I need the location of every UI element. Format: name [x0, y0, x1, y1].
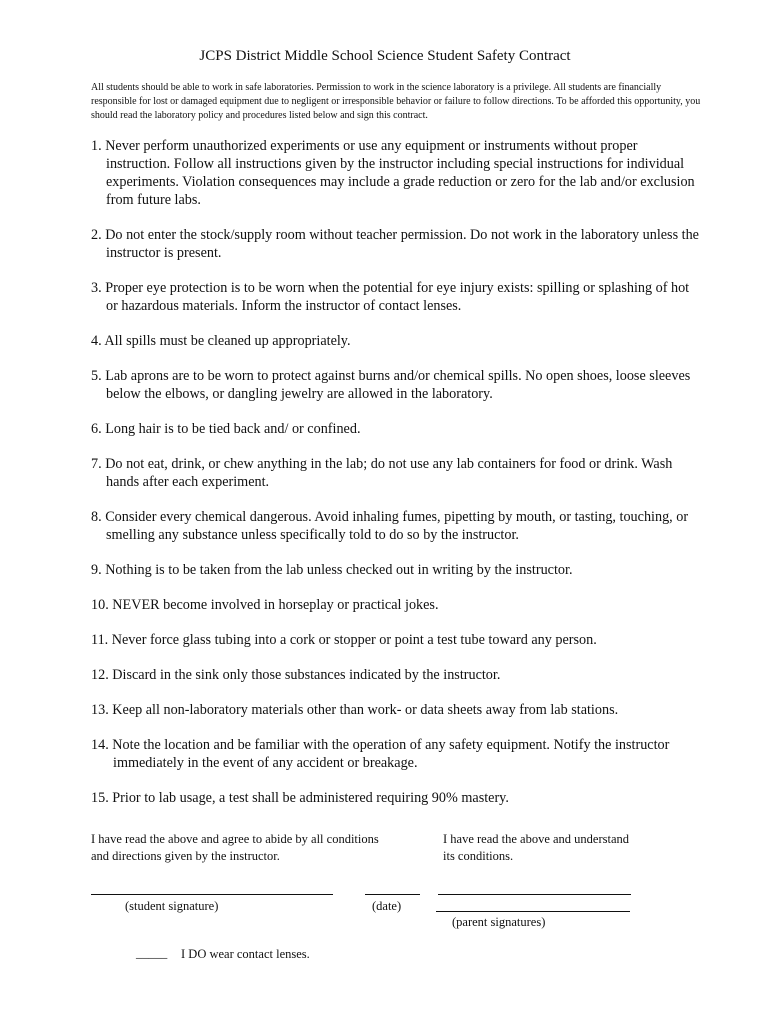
parent-signature-line-2[interactable]: [436, 911, 630, 912]
date-label: (date): [372, 899, 402, 913]
rule-item: 7. Do not eat, drink, or chew anything in the lab; do not use any lab containers for food or drink. Wash hands after each experiment.: [91, 456, 673, 490]
rule-item: 6. Long hair is to be tied back and/ or confined.: [91, 421, 361, 437]
rule-item: 10. NEVER become involved in horseplay or practical jokes.: [91, 597, 439, 613]
rule-item: 1. Never perform unauthorized experiments or use any equipment or instruments without proper instruction. Follow all instructions given by the instructor including special instructions for individual experiments. Violation consequences may include a grade reduction or zero for the lab and/or exclusion from future labs.: [91, 138, 695, 208]
document-title: JCPS District Middle School Science Student Safety Contract: [199, 48, 571, 64]
parent-agreement-text: I have read the above and understand its conditions.: [443, 832, 630, 863]
parent-signature-line-1[interactable]: [438, 894, 631, 895]
rule-item: 13. Keep all non-laboratory materials other than work- or data sheets away from lab stations.: [91, 702, 619, 718]
rule-item: 11. Never force glass tubing into a cork or stopper or point a test tube toward any person.: [91, 632, 597, 648]
student-signature-label: (student signature): [125, 899, 219, 913]
intro-paragraph: All students should be able to work in safe laboratories. Permission to work in the science laboratory is a privilege. All students are financially responsible for lost or damaged equipment due to negligent or irresponsible behavior or failure to follow directions. To be afforded this opportunity, you should read the laboratory policy and procedures listed below and sign this contract.: [91, 82, 701, 121]
date-line[interactable]: [365, 894, 420, 895]
rule-item: 2. Do not enter the stock/supply room without teacher permission. Do not work in the laboratory unless the instructor is present.: [91, 227, 699, 261]
student-signature-line[interactable]: [91, 894, 333, 895]
rule-item: 8. Consider every chemical dangerous. Avoid inhaling fumes, pipetting by mouth, or tasting, touching, or smelling any substance unless specifically told to do so by the instructor.: [91, 509, 689, 543]
rule-item: 9. Nothing is to be taken from the lab unless checked out in writing by the instructor.: [91, 562, 573, 578]
rule-item: 14. Note the location and be familiar with the operation of any safety equipment. Notify the instructor immediately in the event of any accident or breakage.: [91, 737, 670, 771]
contact-lens-statement: I DO wear contact lenses.: [181, 947, 310, 961]
contact-lens-blank[interactable]: _____: [136, 946, 168, 960]
rule-item: 12. Discard in the sink only those substances indicated by the instructor.: [91, 667, 501, 683]
rule-item: 5. Lab aprons are to be worn to protect against burns and/or chemical spills. No open shoes, loose sleeves below the elbows, or dangling jewelry are allowed in the laboratory.: [91, 368, 691, 402]
rule-item: 3. Proper eye protection is to be worn when the potential for eye injury exists: spilling or splashing of hot or hazardous materials. Inform the instructor of contact lenses.: [91, 280, 690, 314]
rule-item: 4. All spills must be cleaned up appropriately.: [91, 333, 351, 349]
rules-list: [91, 137, 703, 824]
parent-signature-label: (parent signatures): [452, 915, 546, 929]
student-agreement-text: I have read the above and agree to abide by all conditions and directions given by the instructor.: [91, 832, 379, 863]
rule-item: 15. Prior to lab usage, a test shall be administered requiring 90% mastery.: [91, 790, 509, 806]
